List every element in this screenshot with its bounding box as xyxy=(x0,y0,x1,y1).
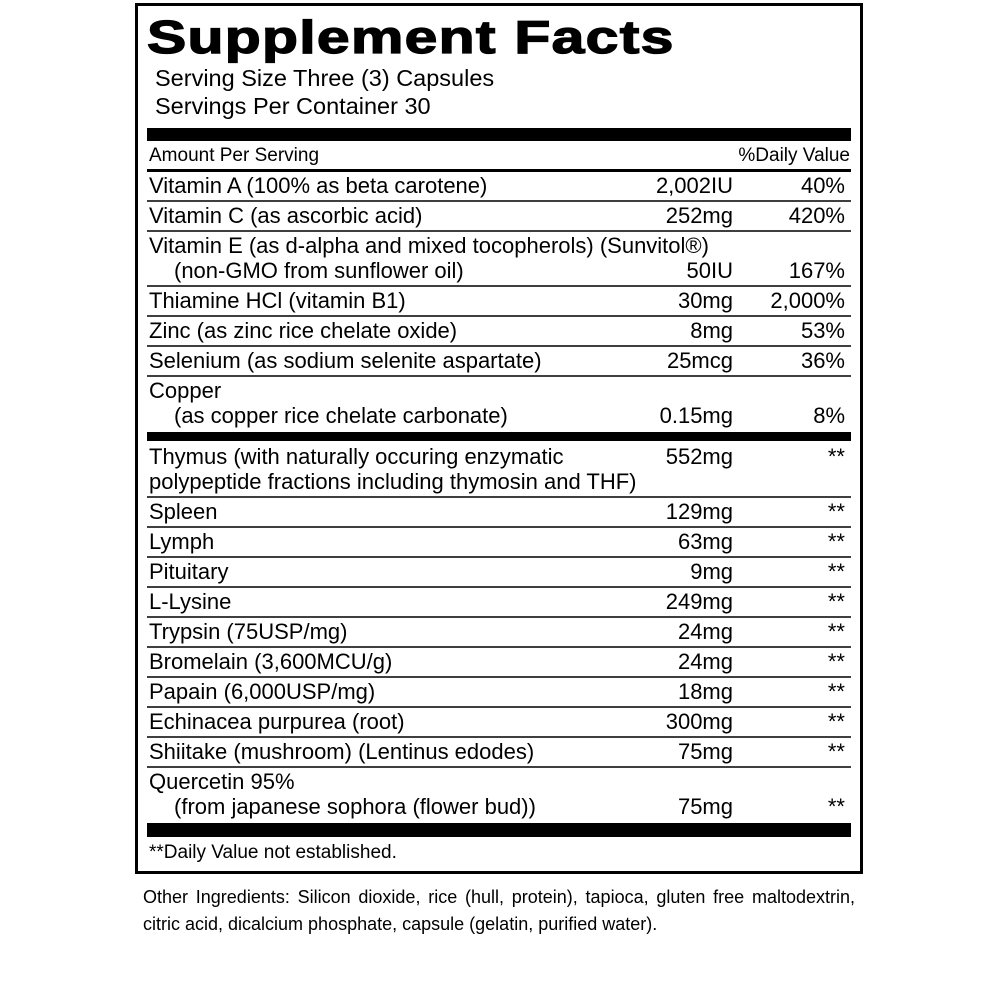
nutrient-row xyxy=(147,768,851,821)
nutrient-amount: 63mg xyxy=(677,529,733,554)
nutrient-name: L-Lysine xyxy=(149,589,232,614)
nutrient-row xyxy=(147,172,851,202)
nutrient-name-line2: (as copper rice chelate carbonate) xyxy=(174,403,508,428)
amount-per-serving-header: Amount Per Serving xyxy=(149,145,320,166)
nutrient-row xyxy=(147,618,851,648)
nutrient-dv: 420% xyxy=(788,203,845,228)
supplement-facts-title: Supplement Facts xyxy=(147,11,675,63)
nutrient-dv: ** xyxy=(827,529,845,554)
nutrient-dv: 53% xyxy=(800,318,845,343)
nutrient-name: Quercetin 95% xyxy=(149,769,295,794)
nutrient-dv: ** xyxy=(827,589,845,614)
nutrient-name: Echinacea purpurea (root) xyxy=(149,709,405,734)
nutrient-row xyxy=(147,287,851,317)
nutrient-dv: 40% xyxy=(800,173,845,198)
nutrient-name-line2: (from japanese sophora (flower bud)) xyxy=(174,794,536,819)
nutrient-row xyxy=(147,558,851,588)
divider-bar-top xyxy=(147,128,851,141)
nutrient-name: Thiamine HCl (vitamin B1) xyxy=(149,288,406,313)
nutrient-name: Bromelain (3,600MCU/g) xyxy=(149,649,393,674)
nutrient-row xyxy=(147,377,851,430)
nutrient-amount: 8mg xyxy=(690,318,733,343)
nutrient-amount: 552mg xyxy=(665,444,733,469)
nutrient-dv: ** xyxy=(827,679,845,704)
nutrient-row xyxy=(147,648,851,678)
nutrient-name: Vitamin E (as d-alpha and mixed tocopherols) (Sunvitol®) xyxy=(149,233,709,258)
nutrient-dv: ** xyxy=(827,444,845,469)
nutrient-amount: 24mg xyxy=(677,649,733,674)
nutrient-amount: 25mcg xyxy=(666,348,733,373)
supplement-facts-panel xyxy=(135,3,863,874)
nutrient-amount: 129mg xyxy=(665,499,733,524)
nutrient-dv: 2,000% xyxy=(770,288,845,313)
nutrient-dv: ** xyxy=(827,794,845,819)
nutrient-name-line2: (non-GMO from sunflower oil) xyxy=(174,258,464,283)
nutrient-name: Trypsin (75USP/mg) xyxy=(149,619,348,644)
nutrient-name: Spleen xyxy=(149,499,218,524)
nutrient-name: Zinc (as zinc rice chelate oxide) xyxy=(149,318,458,343)
column-header-row xyxy=(147,141,851,172)
nutrient-name: Selenium (as sodium selenite aspartate) xyxy=(149,348,542,373)
nutrient-row xyxy=(147,443,851,498)
nutrient-name: Shiitake (mushroom) (Lentinus edodes) xyxy=(149,739,535,764)
nutrient-row xyxy=(147,588,851,618)
nutrient-dv: ** xyxy=(827,499,845,524)
nutrient-amount: 249mg xyxy=(665,589,733,614)
other-ingredients: Other Ingredients: Silicon dioxide, rice (hull, protein), tapioca, gluten free maltodextrin, citric acid, dicalcium phosphate, capsule (gelatin, purified water). xyxy=(143,887,855,934)
nutrient-name-line2: polypeptide fractions including thymosin and THF) xyxy=(149,469,637,494)
nutrient-amount: 50IU xyxy=(686,258,733,283)
nutrient-dv: ** xyxy=(827,619,845,644)
nutrient-row xyxy=(147,317,851,347)
nutrient-amount: 252mg xyxy=(665,203,733,228)
nutrient-amount: 9mg xyxy=(690,559,733,584)
nutrient-amount: 0.15mg xyxy=(659,403,733,428)
divider-bar-bottom xyxy=(147,823,851,837)
nutrient-dv: 8% xyxy=(813,403,845,428)
nutrient-name: Vitamin A (100% as beta carotene) xyxy=(149,173,488,198)
nutrient-amount: 30mg xyxy=(677,288,733,313)
nutrient-name: Lymph xyxy=(149,529,215,554)
nutrient-row xyxy=(147,202,851,232)
nutrient-dv: ** xyxy=(827,739,845,764)
nutrient-amount: 24mg xyxy=(677,619,733,644)
nutrient-row xyxy=(147,347,851,377)
nutrient-amount: 75mg xyxy=(677,739,733,764)
nutrient-name: Pituitary xyxy=(149,559,229,584)
nutrient-row xyxy=(147,678,851,708)
nutrient-row xyxy=(147,738,851,768)
nutrient-name: Vitamin C (as ascorbic acid) xyxy=(149,203,423,228)
nutrient-name: Papain (6,000USP/mg) xyxy=(149,679,376,704)
nutrient-row xyxy=(147,498,851,528)
daily-value-footnote: **Daily Value not established. xyxy=(149,842,397,863)
nutrient-dv: 36% xyxy=(800,348,845,373)
servings-per-container: Servings Per Container 30 xyxy=(155,93,431,119)
nutrient-dv: 167% xyxy=(788,258,845,283)
nutrient-row xyxy=(147,708,851,738)
divider-bar-middle xyxy=(147,432,851,441)
nutrient-dv: ** xyxy=(827,709,845,734)
nutrient-name: Thymus (with naturally occuring enzymatic xyxy=(149,444,564,469)
daily-value-header: %Daily Value xyxy=(738,145,850,166)
serving-size: Serving Size Three (3) Capsules xyxy=(155,65,495,91)
nutrient-dv: ** xyxy=(827,559,845,584)
nutrient-amount: 300mg xyxy=(665,709,733,734)
nutrient-amount: 2,002IU xyxy=(655,173,733,198)
nutrient-amount: 75mg xyxy=(677,794,733,819)
nutrient-dv: ** xyxy=(827,649,845,674)
nutrient-amount: 18mg xyxy=(677,679,733,704)
nutrient-row xyxy=(147,232,851,287)
nutrient-name: Copper xyxy=(149,378,222,403)
nutrient-row xyxy=(147,528,851,558)
